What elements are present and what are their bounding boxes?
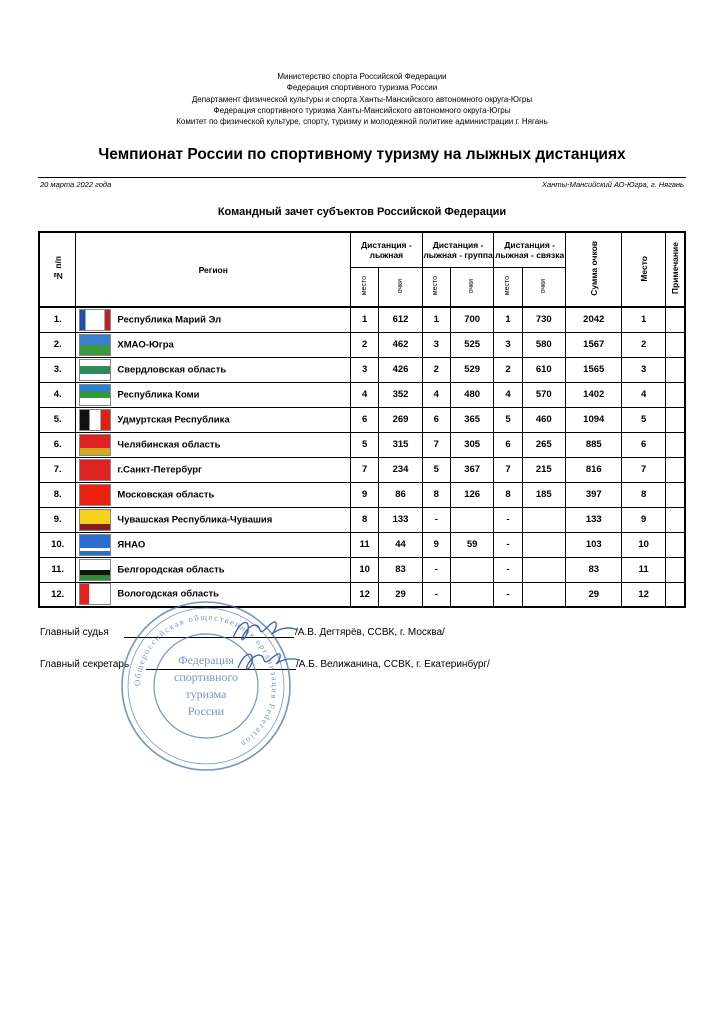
subheader-place-1: место xyxy=(351,268,379,308)
cell-s3: 580 xyxy=(522,332,565,357)
event-place: Ханты-Мансийский АО-Югра, г. Нягань xyxy=(542,180,684,189)
cell-p3: - xyxy=(494,582,522,607)
cell-s2 xyxy=(450,582,493,607)
cell-note xyxy=(665,357,685,382)
stamp-ring-text: Общероссийская общественная организация Federation xyxy=(131,611,281,750)
cell-p3: 1 xyxy=(494,307,522,332)
cell-place: 6 xyxy=(622,432,665,457)
cell-p3: - xyxy=(494,557,522,582)
col-header-note: Примечание xyxy=(665,232,685,307)
cell-p3: 2 xyxy=(494,357,522,382)
cell-s2: 529 xyxy=(450,357,493,382)
table-row xyxy=(39,482,685,507)
cell-note xyxy=(665,557,685,582)
table-body xyxy=(39,307,685,607)
cell-p2: 7 xyxy=(422,432,450,457)
region-cell xyxy=(76,457,351,482)
udmurtia-flag xyxy=(79,409,111,431)
table-row xyxy=(39,507,685,532)
khmao-flag xyxy=(79,334,111,356)
cell-place: 7 xyxy=(622,457,665,482)
cell-n: 4. xyxy=(39,382,76,407)
region-name: г.Санкт-Петербург xyxy=(117,464,203,476)
secretary-name: /А.Б. Велижанина, ССВК, г. Екатеринбург/ xyxy=(296,659,490,670)
col-header-dist1: Дистанция - лыжная xyxy=(351,232,423,268)
table-row xyxy=(39,357,685,382)
cell-s3: 610 xyxy=(522,357,565,382)
cell-p3: 5 xyxy=(494,407,522,432)
table-row xyxy=(39,432,685,457)
cell-s1: 462 xyxy=(379,332,422,357)
region-name: ХМАО-Югра xyxy=(117,339,174,351)
cell-s1: 352 xyxy=(379,382,422,407)
cell-p3: 8 xyxy=(494,482,522,507)
cell-sum: 885 xyxy=(566,432,622,457)
cell-p3: 7 xyxy=(494,457,522,482)
cell-place: 8 xyxy=(622,482,665,507)
region-cell xyxy=(76,507,351,532)
header-line-4: Федерация спортивного туризма Ханты-Мансийского автономного округа-Югры xyxy=(213,105,511,115)
region-cell xyxy=(76,407,351,432)
cell-note xyxy=(665,407,685,432)
cell-p1: 11 xyxy=(351,532,379,557)
col-header-dist3: Дистанция - лыжная - связка xyxy=(494,232,566,268)
col-header-region: Регион xyxy=(76,232,351,307)
cell-sum: 1402 xyxy=(566,382,622,407)
cell-s3: 570 xyxy=(522,382,565,407)
cell-p1: 12 xyxy=(351,582,379,607)
stamp-line-3: туризма xyxy=(185,687,227,701)
region-name: Удмуртская Республика xyxy=(117,414,230,426)
judge-signature-line xyxy=(40,627,445,638)
cell-p2: 3 xyxy=(422,332,450,357)
cell-p2: 4 xyxy=(422,382,450,407)
cell-s3: 185 xyxy=(522,482,565,507)
cell-s3 xyxy=(522,582,565,607)
region-name: Чувашская Республика-Чувашия xyxy=(117,514,273,526)
cell-s1: 29 xyxy=(379,582,422,607)
cell-n: 8. xyxy=(39,482,76,507)
cell-n: 6. xyxy=(39,432,76,457)
cell-sum: 816 xyxy=(566,457,622,482)
cell-note xyxy=(665,507,685,532)
cell-p2: 1 xyxy=(422,307,450,332)
table-header xyxy=(39,232,685,307)
table-row xyxy=(39,557,685,582)
cell-sum: 397 xyxy=(566,482,622,507)
cell-sum: 1565 xyxy=(566,357,622,382)
cell-place: 11 xyxy=(622,557,665,582)
cell-p1: 2 xyxy=(351,332,379,357)
cell-p3: 6 xyxy=(494,432,522,457)
cell-s3: 215 xyxy=(522,457,565,482)
region-name: Республика Марий Эл xyxy=(117,314,222,326)
cell-p2: 9 xyxy=(422,532,450,557)
table-row xyxy=(39,332,685,357)
chuvashia-flag xyxy=(79,509,111,531)
region-cell xyxy=(76,357,351,382)
cell-s1: 315 xyxy=(379,432,422,457)
cell-p2: - xyxy=(422,582,450,607)
cell-sum: 29 xyxy=(566,582,622,607)
cell-s2: 367 xyxy=(450,457,493,482)
region-cell xyxy=(76,382,351,407)
cell-n: 1. xyxy=(39,307,76,332)
cell-place: 12 xyxy=(622,582,665,607)
header-line-5: Комитет по физической культуре, спорту, туризму и молодежной политике администрации г. Нягань xyxy=(176,117,548,127)
cell-sum: 103 xyxy=(566,532,622,557)
cell-note xyxy=(665,432,685,457)
cell-note xyxy=(665,582,685,607)
vologda-flag xyxy=(79,583,111,605)
cell-sum: 133 xyxy=(566,507,622,532)
cell-s2: 59 xyxy=(450,532,493,557)
sverdlovsk-flag xyxy=(79,359,111,381)
header-line-2: Федерация спортивного туризма России xyxy=(286,83,438,93)
region-cell xyxy=(76,482,351,507)
cell-s3 xyxy=(522,507,565,532)
cell-s1: 83 xyxy=(379,557,422,582)
cell-p3: 4 xyxy=(494,382,522,407)
judge-label: Главный судья xyxy=(40,627,109,638)
cell-p2: 2 xyxy=(422,357,450,382)
region-name: Республика Коми xyxy=(117,389,200,401)
cell-s3: 460 xyxy=(522,407,565,432)
cell-s2 xyxy=(450,507,493,532)
col-header-place: Место xyxy=(622,232,665,307)
header-line-1: Министерство спорта Российской Федерации xyxy=(277,72,447,81)
cell-s1: 612 xyxy=(379,307,422,332)
belgorod-flag xyxy=(79,559,111,581)
cell-n: 9. xyxy=(39,507,76,532)
cell-note xyxy=(665,382,685,407)
cell-s2 xyxy=(450,557,493,582)
cell-s2: 126 xyxy=(450,482,493,507)
cell-n: 7. xyxy=(39,457,76,482)
cell-p1: 1 xyxy=(351,307,379,332)
subheader-place-3: место xyxy=(494,268,522,308)
cell-note xyxy=(665,482,685,507)
cell-note xyxy=(665,532,685,557)
col-header-dist2: Дистанция - лыжная - группа xyxy=(422,232,494,268)
secretary-label: Главный секретарь xyxy=(40,659,130,670)
subheader-points-1: очки xyxy=(379,268,422,308)
region-name: Вологодская область xyxy=(117,588,219,600)
cell-p2: 5 xyxy=(422,457,450,482)
cell-s3: 265 xyxy=(522,432,565,457)
cell-s1: 234 xyxy=(379,457,422,482)
region-name: Свердловская область xyxy=(117,364,227,376)
cell-p1: 7 xyxy=(351,457,379,482)
cell-p3: - xyxy=(494,532,522,557)
stamp-line-4: России xyxy=(187,704,225,718)
cell-n: 5. xyxy=(39,407,76,432)
mari-el-flag xyxy=(79,309,111,331)
spb-flag xyxy=(79,459,111,481)
cell-note xyxy=(665,307,685,332)
cell-place: 5 xyxy=(622,407,665,432)
cell-s2: 365 xyxy=(450,407,493,432)
subheader-points-3: очки xyxy=(522,268,565,308)
cell-s2: 480 xyxy=(450,382,493,407)
cell-s1: 269 xyxy=(379,407,422,432)
cell-place: 3 xyxy=(622,357,665,382)
judge-name: /А.В. Дегтярёв, ССВК, г. Москва/ xyxy=(295,627,445,638)
table-row xyxy=(39,457,685,482)
moscow-oblast-flag xyxy=(79,484,111,506)
region-cell xyxy=(76,432,351,457)
cell-sum: 83 xyxy=(566,557,622,582)
cell-place: 10 xyxy=(622,532,665,557)
cell-note xyxy=(665,457,685,482)
cell-p2: - xyxy=(422,557,450,582)
stamp-line-1: Федерация xyxy=(178,653,234,667)
chelyabinsk-flag xyxy=(79,434,111,456)
cell-s2: 525 xyxy=(450,332,493,357)
handwritten-signatures xyxy=(228,610,308,680)
region-name: Московская область xyxy=(117,489,215,501)
header-line-3: Департамент физической культуры и спорта Ханты-Мансийского автономного округа-Югры xyxy=(191,94,533,104)
cell-p1: 5 xyxy=(351,432,379,457)
cell-place: 1 xyxy=(622,307,665,332)
cell-s1: 426 xyxy=(379,357,422,382)
cell-p2: 8 xyxy=(422,482,450,507)
table-row xyxy=(39,307,685,332)
cell-p1: 3 xyxy=(351,357,379,382)
cell-s1: 44 xyxy=(379,532,422,557)
cell-n: 12. xyxy=(39,582,76,607)
cell-p2: 6 xyxy=(422,407,450,432)
region-name: Челябинская область xyxy=(117,439,221,451)
cell-s3 xyxy=(522,557,565,582)
event-date: 20 марта 2022 года xyxy=(40,180,112,189)
table-row xyxy=(39,382,685,407)
region-cell xyxy=(76,307,351,332)
komi-flag xyxy=(79,384,111,406)
cell-sum: 1567 xyxy=(566,332,622,357)
subheader-place-2: место xyxy=(422,268,450,308)
organizer-header xyxy=(0,71,724,127)
cell-p1: 6 xyxy=(351,407,379,432)
cell-n: 3. xyxy=(39,357,76,382)
cell-p1: 4 xyxy=(351,382,379,407)
table-row xyxy=(39,532,685,557)
cell-note xyxy=(665,332,685,357)
stamp-line-2: спортивного xyxy=(174,670,238,684)
cell-p2: - xyxy=(422,507,450,532)
cell-place: 4 xyxy=(622,382,665,407)
region-name: ЯНАО xyxy=(117,539,146,551)
cell-p1: 10 xyxy=(351,557,379,582)
cell-n: 2. xyxy=(39,332,76,357)
cell-p3: 3 xyxy=(494,332,522,357)
col-header-sum: Сумма очков xyxy=(566,232,622,307)
cell-s3 xyxy=(522,532,565,557)
col-header-num: № п/п xyxy=(39,232,76,307)
cell-s2: 700 xyxy=(450,307,493,332)
region-name: Белгородская область xyxy=(117,564,225,576)
region-cell xyxy=(76,332,351,357)
cell-sum: 1094 xyxy=(566,407,622,432)
cell-n: 10. xyxy=(39,532,76,557)
region-cell xyxy=(76,532,351,557)
results-table xyxy=(38,231,686,608)
cell-place: 2 xyxy=(622,332,665,357)
cell-n: 11. xyxy=(39,557,76,582)
document-title: Чемпионат России по спортивному туризму на лыжных дистанциях xyxy=(98,146,626,163)
cell-p1: 8 xyxy=(351,507,379,532)
cell-p1: 9 xyxy=(351,482,379,507)
table-subtitle: Командный зачет субъектов Российской Федерации xyxy=(217,206,507,218)
cell-s1: 133 xyxy=(379,507,422,532)
region-cell xyxy=(76,557,351,582)
yanao-flag xyxy=(79,534,111,556)
cell-place: 9 xyxy=(622,507,665,532)
cell-p3: - xyxy=(494,507,522,532)
cell-s3: 730 xyxy=(522,307,565,332)
table-row xyxy=(39,407,685,432)
title-divider xyxy=(38,177,686,178)
cell-s1: 86 xyxy=(379,482,422,507)
cell-sum: 2042 xyxy=(566,307,622,332)
cell-s2: 305 xyxy=(450,432,493,457)
subheader-points-2: очки xyxy=(450,268,493,308)
